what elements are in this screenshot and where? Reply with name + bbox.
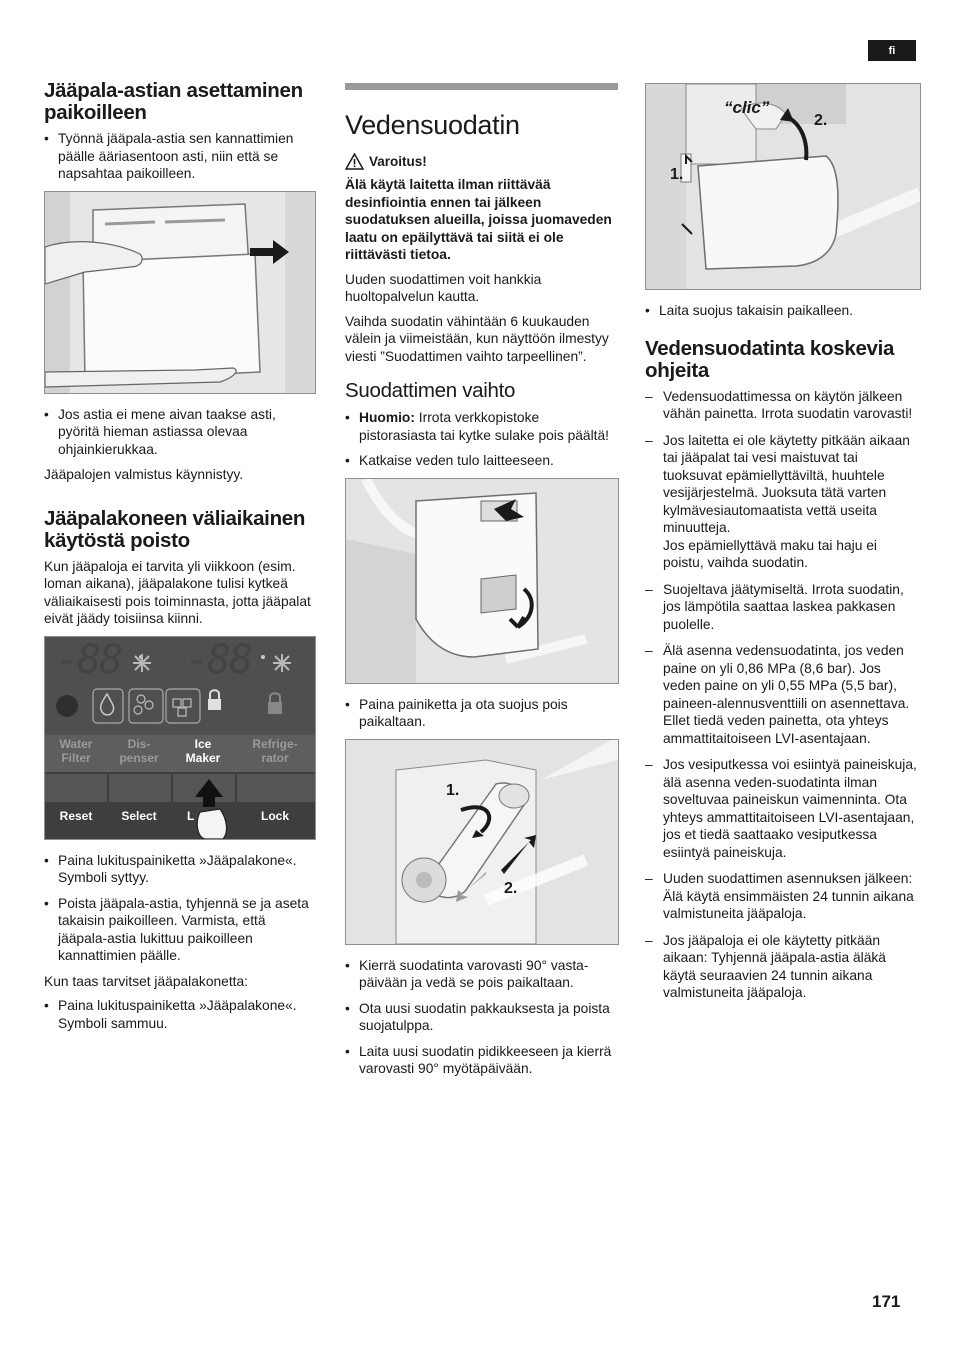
cover-refit-drawing (646, 84, 920, 289)
bullet-list (645, 302, 920, 320)
dash-list (645, 388, 920, 1002)
list-item: • Paina lukituspainiketta »Jääpalakone«. Symboli sammuu. (44, 997, 316, 1032)
column-middle (345, 80, 618, 1086)
step-label-1: 1. (446, 781, 460, 799)
label-water-filter: Water Filter (59, 736, 93, 765)
list-item: – Älä asenna vedensuodatinta, jos veden paine on yli 0,86 MPa (8,6 bar). Jos veden paine on yli 0,55 MPa (5,5 bar), paineen-alennusventtiili on asennettava. Ellet tiedä veden painetta, ota yhteys ammattitaitoiseen LVI-asentajaan. (645, 642, 920, 747)
label-dispenser: Dis- penser (119, 736, 159, 765)
panel-function-labels (45, 737, 315, 765)
lock-button[interactable]: Lock (260, 808, 289, 823)
page-number: 171 (872, 1292, 901, 1311)
list-item: – Suojeltava jäätymiseltä. Irrota suodatin, jos lämpötila saattaa laskea pakkasen puolelle. (645, 581, 920, 634)
warning-label: Varoitus! (369, 154, 427, 169)
column-right (645, 80, 920, 1011)
filter-cover-drawing (346, 479, 618, 683)
temperature-display-fridge: -88 (185, 636, 252, 683)
list-item: • Ota uusi suodatin pakkauksesta ja poista suojatulppa. (345, 1000, 618, 1035)
paragraph: Vaihda suodatin vähintään 6 kuukauden välein ja viimeistään, kun näyttöön ilmestyy viesti ”Suodattimen vaihto tarpeellinen”. (345, 313, 609, 364)
list-item: • Työnnä jääpala-astia sen kannattimien päälle ääriasentoon asti, niin että se napsahtaa paikoilleen. (44, 130, 316, 183)
list-item: – Jos vesiputkessa voi esiintyä paineiskuja, älä asenna veden-suodatinta ilman soveltuvaa paineiskun vaimenninta. Ota yhteys ammattitaitoiseen LVI-asentajaan, jos et tiedä saattaako vesiputkessa esiintyä paineiskuja. (645, 756, 920, 861)
step-label-2: 2. (504, 879, 518, 897)
step-label-2: 2. (814, 112, 828, 129)
bullet-list (44, 997, 316, 1032)
control-panel-illustration (44, 636, 316, 840)
list-item: • Kierrä suodatinta varovasti 90° vasta-päivään ja vedä se pois paikaltaan. (345, 957, 618, 992)
warning-triangle-icon (345, 153, 364, 170)
bullet-list (44, 406, 316, 459)
list-item: • Katkaise veden tulo laitteeseen. (345, 452, 618, 470)
filter-removal-illustration (345, 739, 619, 945)
note-label: Huomio: (359, 410, 415, 425)
cover-refit-illustration (645, 83, 921, 290)
paragraph: Jääpalojen valmistus käynnistyy. (44, 467, 244, 482)
temperature-display-freezer: -88 (55, 636, 122, 683)
panel-button-labels (45, 809, 315, 823)
list-item: • Laita uusi suodatin pidikkeeseen ja kierrä varovasti 90° myötäpäivään. (345, 1043, 618, 1078)
heading-filter-notes: Vedensuodatinta koskevia ohjeita (645, 336, 895, 382)
bullet-list (345, 957, 618, 1078)
heading-ice-tray: Jääpala-astian asettaminen paikoilleen (44, 79, 303, 124)
page-title: Vedensuodatin (345, 110, 520, 140)
label-refrigerator: Refrige- rator (252, 736, 298, 765)
list-item: – Uuden suodattimen asennuksen jälkeen: Älä käytä ensimmäisten 24 tunnin aikana valmistuneita jääpaloja. (645, 870, 920, 923)
heading-filter-replacement: Suodattimen vaihto (345, 379, 516, 402)
language-badge: fi (868, 40, 916, 61)
reset-button[interactable]: Reset (59, 808, 93, 823)
filter-removal-drawing (346, 740, 618, 944)
warning-header (345, 153, 618, 170)
list-item: • Jos astia ei mene aivan taakse asti, pyöritä hieman astiassa olevaa ohjainkierukkaa. (44, 406, 316, 459)
heading-icemaker-off: Jääpalakoneen väliaikainen käytöstä poisto (44, 506, 306, 552)
label-ice-maker: Ice Maker (185, 736, 221, 765)
paragraph: Kun taas tarvitset jääpalakonetta: (44, 973, 249, 989)
bullet-list (345, 409, 618, 470)
list-item: • Paina lukituspainiketta »Jääpalakone«. Symboli syttyy. (44, 852, 316, 887)
list-item: – Vedensuodattimessa on käytön jälkeen vähän painetta. Irrota suodatin varovasti! (645, 388, 920, 423)
lock-icemaker-button[interactable]: L (187, 808, 195, 823)
bullet-list (44, 852, 316, 965)
bullet-list (44, 130, 316, 183)
step-label-1: 1. (670, 166, 684, 183)
clic-label: “clic” (724, 98, 770, 117)
ice-tray-drawing (45, 192, 315, 393)
filter-cover-illustration (345, 478, 619, 684)
bullet-list (345, 696, 618, 731)
warning-text: Älä käytä laitetta ilman riittävää desinfiointia ennen tai jälkeen suodatuksen alueilla, joissa juomaveden laatu on epäilyttävä tai siitä ei ole riittävästi tietoa. (345, 177, 612, 262)
list-item (345, 409, 618, 444)
section-divider-bar (345, 83, 618, 90)
list-item: – Jos laitetta ei ole käytetty pitkään aikaan tai jääpalat tai vesi maistuvat tai tuoksuvat epämiellyttäviltä, huuhtele vesijärjestelmä. Juoksuta tätä varten kylmävesiautomaatista vettä useita minuutteja. Jos epämiellyttävä maku tai haju ei poistu, vaihda suodatin. (645, 432, 920, 572)
paragraph: Kun jääpaloja ei tarvita yli viikkoon (esim. loman aikana), jääpalakone tulisi kytkeä väliaikaisesti pois toiminnasta, jotta jääpalat eivät jäädy toisiinsa kiinni. (44, 558, 311, 626)
list-item: • Laita suojus takaisin paikalleen. (645, 302, 920, 320)
list-item: • Poista jääpala-astia, tyhjennä se ja aseta takaisin paikoilleen. Varmista, että jääpala-astia lukittuu paikoilleen kannattimien päälle. (44, 895, 316, 965)
note-text: Irrota verkkopistoke pistorasiasta tai kytke sulake pois päältä! (359, 410, 610, 443)
column-left (44, 80, 316, 1040)
select-button[interactable]: Select (121, 808, 157, 823)
paragraph: Uuden suodattimen voit hankkia huoltopalvelun kautta. (345, 271, 542, 304)
list-item: • Paina painiketta ja ota suojus pois paikaltaan. (345, 696, 618, 731)
list-item: – Jos jääpaloja ei ole käytetty pitkään aikaan: Tyhjennä jääpala-astia äläkä käytä seuraavien 24 tunnin aikana valmistuneita jääpaloja. (645, 932, 920, 1002)
ice-tray-illustration (44, 191, 316, 394)
